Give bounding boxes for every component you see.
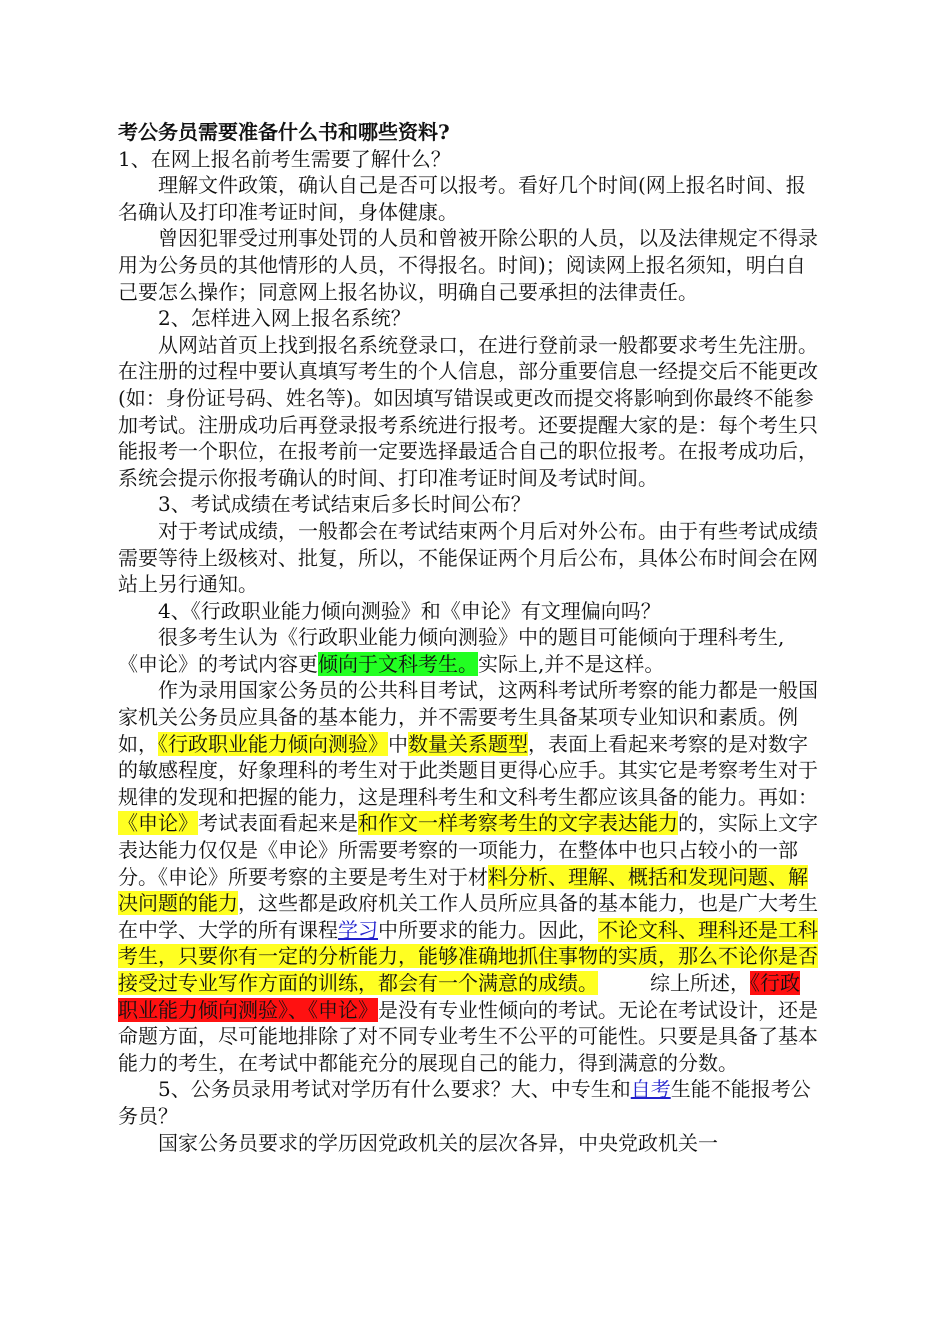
paragraph-6-text-g: 中所要求的能力。因此， (378, 917, 598, 942)
question-5-text-a: 5、公务员录用考试对学历有什么要求？大、中专生和 (158, 1077, 631, 1102)
paragraph-1: 理解文件政策，确认自己是否可以报考。看好几个时间(网上报名时间、报名确认及打印准考证时间，身体健康。 (118, 173, 806, 224)
self-study-link[interactable]: 自考 (630, 1077, 671, 1102)
question-2: 2、怎样进入网上报名系统？ (158, 306, 411, 331)
question-5 (118, 1076, 818, 1129)
paragraph-4: 对于考试成绩，一般都会在考试结束两个月后对外公布。由于有些考试成绩需要等待上级核对、批复，所以，不能保证两个月后公布，具体公布时间会在网站上另行通知。 (118, 518, 818, 597)
paragraph-6-text-d: 考试表面看起来是 (198, 811, 358, 836)
paragraph-5-text-b: 实际上,并不是这样。 (478, 651, 665, 676)
paragraph-6-text-a: 作为录用国家公务员的公共科目考试，这两科考试所考察的能力都是一般国家机关公务员应具备的基本能力，并不需要考生具备某项专业知识和素质。例如， (118, 678, 818, 756)
highlight-red-titles: 《行政职业能力倾向测验》、《申论》 (118, 971, 800, 1022)
document-title: 考公务员需要准备什么书和哪些资料? (118, 120, 450, 144)
paragraph-7: 国家公务员要求的学历因党政机关的层次各异，中央党政机关一 (158, 1130, 718, 1155)
highlight-conclusion: 不论文科、理科还是工科考生，只要你有一定的分析能力，能够准确地抓住事物的实质，那么不论你是否接受过专业写作方面的训练，都会有一个满意的成绩。 (118, 917, 818, 995)
highlight-shenlun-title: 《申论》 (118, 811, 198, 836)
question-4: 4、《行政职业能力倾向测验》和《申论》有文理偏向吗？ (158, 598, 661, 623)
question-3: 3、考试成绩在考试结束后多长时间公布？ (158, 492, 531, 517)
paragraph-6-text-b: 中 (388, 731, 408, 756)
paragraph-5-text-a: 很多考生认为《行政职业能力倾向测验》中的题目可能倾向于理科考生,《申论》的考试内容更 (118, 625, 785, 676)
paragraph-6-text-e: 的，实际上文字表达能力仅仅是《申论》所需要考察的一项能力，在整体中也只占较小的一部分。《申论》所要考察的主要是考生对于材 (118, 811, 818, 889)
paragraph-6 (118, 677, 818, 1076)
paragraph-6-text-f: ，这些都是政府机关工作人员所应具备的基本能力，也是广大考生在中学、大学的所有课程 (118, 891, 818, 942)
question-5-text-b: 生能不能报考公务员？ (118, 1077, 811, 1128)
highlight-analysis-ability: 料分析、理解、概括和发现问题、解决问题的能力 (118, 864, 808, 916)
paragraph-3: 从网站首页上找到报名系统登录口，在进行登前录一般都要求考生先注册。在注册的过程中要认真填写考生的个人信息，部分重要信息一经提交后不能更改(如：身份证号码、姓名等)。如因填写错误或更改而提交将影响到你最终不能参加考试。注册成功后再登录报考系统进行报考。还要提醒大家的是：每个考生只能报考一个职位，在报考前一定要选择最适合自己的职位报考。在报考成功后，系统会提示你报考确认的时间、打印准考证时间及考试时间。 (118, 332, 818, 490)
paragraph-5 (118, 624, 818, 677)
highlight-xingce-title: 《行政职业能力倾向测验》 (158, 731, 388, 756)
paragraph-6-text-c: ，表面上看起来考察的是对数字的敏感程度，好象理科的考生对于此类题目更得心应手。其实它是考察考生对于规律的发现和把握的能力，这是理科考生和文科考生都应该具备的能力。再如： (118, 731, 818, 809)
document-page (118, 119, 818, 1156)
highlight-green: 倾向于文科考生。 (318, 651, 478, 676)
study-link[interactable]: 学习 (338, 917, 378, 942)
paragraph-2: 曾因犯罪受过刑事处罚的人员和曾被开除公职的人员，以及法律规定不得录用为公务员的其他情形的人员，不得报名。时间)；阅读网上报名须知，明白自己要怎么操作；同意网上报名协议，明确自己要承担的法律责任。 (118, 226, 818, 304)
question-1: 1、在网上报名前考生需要了解什么？ (118, 146, 451, 171)
paragraph-6-text-i: 是没有专业性倾向的考试。无论在考试设计，还是命题方面，尽可能地排除了对不同专业考生不公平的可能性。只要是具备了基本能力的考生，在考试中都能充分的展现自己的能力，得到满意的分数。 (118, 997, 818, 1075)
highlight-quantity-relations: 数量关系题型 (408, 731, 528, 756)
paragraph-6-text-h: 综上所述， (650, 971, 750, 995)
highlight-writing-ability: 和作文一样考察考生的文字表达能力 (358, 811, 678, 836)
